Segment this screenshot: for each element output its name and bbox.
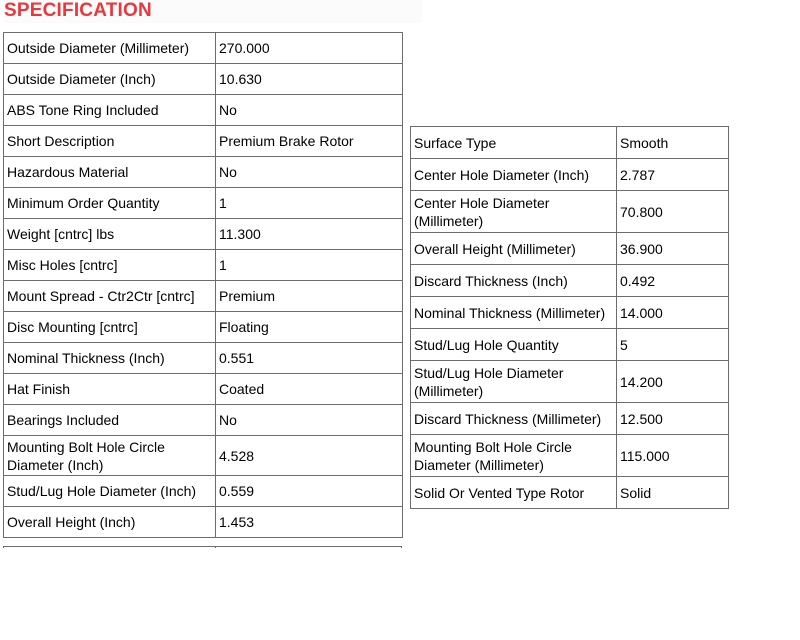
spec-label: Stud/Lug Hole Diameter (Inch) (4, 476, 216, 507)
table-row (4, 33, 403, 64)
spec-value: 0.492 (617, 265, 729, 297)
table-row (4, 219, 403, 250)
table-cutoff-edge (215, 546, 216, 548)
table-row (411, 329, 729, 361)
spec-value: 4.528 (216, 436, 403, 476)
spec-label: Discard Thickness (Millimeter) (411, 403, 617, 435)
spec-value: Premium Brake Rotor (216, 126, 403, 157)
spec-value: 12.500 (617, 403, 729, 435)
specification-table-left (3, 32, 403, 538)
table-row (411, 159, 729, 191)
spec-label: Overall Height (Millimeter) (411, 233, 617, 265)
table-row (411, 477, 729, 509)
spec-label: Mount Spread - Ctr2Ctr [cntrc] (4, 281, 216, 312)
spec-label: Center Hole Diameter (Inch) (411, 159, 617, 191)
table-row (4, 436, 403, 476)
spec-label: ABS Tone Ring Included (4, 95, 216, 126)
spec-value: Floating (216, 312, 403, 343)
spec-label: Outside Diameter (Inch) (4, 64, 216, 95)
table-row (411, 435, 729, 477)
spec-label: Surface Type (411, 127, 617, 159)
spec-label: Mounting Bolt Hole Circle Diameter (Inch) (4, 436, 216, 476)
spec-label: Short Description (4, 126, 216, 157)
spec-label: Overall Height (Inch) (4, 507, 216, 538)
spec-value: 70.800 (617, 191, 729, 233)
table-row (4, 157, 403, 188)
spec-label: Misc Holes [cntrc] (4, 250, 216, 281)
table-row (411, 403, 729, 435)
page-title: SPECIFICATION (4, 0, 422, 23)
specification-table-right (410, 126, 729, 509)
spec-label: Weight [cntrc] lbs (4, 219, 216, 250)
spec-value: 1 (216, 250, 403, 281)
table-row (411, 233, 729, 265)
table-cutoff-edge (401, 546, 402, 548)
spec-label: Minimum Order Quantity (4, 188, 216, 219)
table-row (4, 374, 403, 405)
spec-label: Nominal Thickness (Millimeter) (411, 297, 617, 329)
table-row (4, 343, 403, 374)
table-row (4, 405, 403, 436)
spec-label: Bearings Included (4, 405, 216, 436)
spec-value: 14.000 (617, 297, 729, 329)
spec-label: Stud/Lug Hole Diameter (Millimeter) (411, 361, 617, 403)
table-cutoff-edge (3, 546, 4, 548)
spec-value: 2.787 (617, 159, 729, 191)
table-row (4, 312, 403, 343)
spec-label: Center Hole Diameter (Millimeter) (411, 191, 617, 233)
spec-value: No (216, 405, 403, 436)
spec-value: Smooth (617, 127, 729, 159)
spec-value: 14.200 (617, 361, 729, 403)
spec-value: No (216, 157, 403, 188)
spec-label: Hat Finish (4, 374, 216, 405)
spec-value: Premium (216, 281, 403, 312)
spec-value: 0.559 (216, 476, 403, 507)
table-row (4, 507, 403, 538)
table-row (411, 191, 729, 233)
table-row (4, 281, 403, 312)
table-row (4, 64, 403, 95)
spec-value: 1.453 (216, 507, 403, 538)
spec-label: Stud/Lug Hole Quantity (411, 329, 617, 361)
spec-value: 115.000 (617, 435, 729, 477)
spec-label: Outside Diameter (Millimeter) (4, 33, 216, 64)
spec-value: 36.900 (617, 233, 729, 265)
spec-label: Mounting Bolt Hole Circle Diameter (Millimeter) (411, 435, 617, 477)
table-row (4, 476, 403, 507)
table-row (411, 127, 729, 159)
table-row (4, 188, 403, 219)
table-row (4, 126, 403, 157)
spec-label: Discard Thickness (Inch) (411, 265, 617, 297)
spec-value: No (216, 95, 403, 126)
spec-value: 11.300 (216, 219, 403, 250)
table-cutoff-line (3, 546, 402, 547)
spec-label: Nominal Thickness (Inch) (4, 343, 216, 374)
spec-value: 270.000 (216, 33, 403, 64)
spec-value: Solid (617, 477, 729, 509)
table-row (4, 95, 403, 126)
table-row (4, 250, 403, 281)
spec-label: Hazardous Material (4, 157, 216, 188)
spec-value: 5 (617, 329, 729, 361)
spec-value: 0.551 (216, 343, 403, 374)
table-row (411, 297, 729, 329)
table-row (411, 265, 729, 297)
spec-label: Solid Or Vented Type Rotor (411, 477, 617, 509)
spec-label: Disc Mounting [cntrc] (4, 312, 216, 343)
table-row (411, 361, 729, 403)
spec-value: Coated (216, 374, 403, 405)
spec-value: 1 (216, 188, 403, 219)
spec-value: 10.630 (216, 64, 403, 95)
